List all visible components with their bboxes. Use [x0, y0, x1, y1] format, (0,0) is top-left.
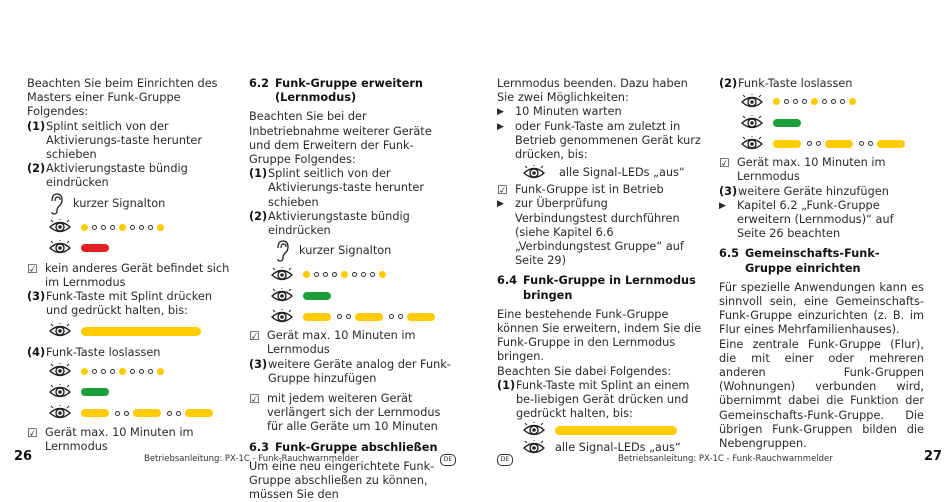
option-1: ▶ Kapitel 6.2 „Funk-Gruppe erweitern (Lernmodus)“ auf Seite 26 beachten: [719, 198, 894, 241]
eye-icon: [49, 405, 71, 421]
eye-icon: [49, 240, 71, 256]
step-2: (2) Aktivierungstaste bündig eindrücken: [27, 162, 188, 190]
signal-row: [249, 238, 454, 264]
yellow-led-long: [555, 426, 677, 435]
led-row: [719, 133, 924, 154]
signal-row: [27, 191, 232, 217]
checkbox-icon: ☑: [27, 261, 38, 276]
led-flash-pattern: [81, 409, 219, 417]
led-row: [27, 361, 232, 382]
option-3: ▶ zur Überprüfung Verbindungstest durchführen (siehe Kapitel 6.6 „Verbindungstest Gruppe“ auf Seite 29): [497, 197, 684, 268]
check-2: ☑ mit jedem weiteren Gerät verlängert sich der Lernmodus für alle Geräte um 10 Minuten: [249, 392, 441, 434]
eye-icon: [49, 384, 71, 400]
led-row: [27, 318, 232, 344]
eye-icon: [271, 288, 293, 304]
section-heading: 6.3 Funk-Gruppe abschließen: [249, 440, 438, 454]
section-heading: 6.4 Funk-Gruppe in Lernmodus bringen: [497, 274, 696, 302]
check-1: ☑ Gerät max. 10 Minuten im Lernmodus: [719, 156, 886, 184]
yellow-led-long: [81, 327, 201, 336]
section-heading: 6.2 Funk-Gruppe erweitern (Lernmodus): [249, 77, 423, 105]
checkbox-icon: ☑: [719, 156, 730, 171]
led-row: [27, 217, 232, 238]
signal-text: kurzer Signalton: [73, 196, 166, 210]
green-led: [303, 292, 331, 300]
ear-icon: [49, 193, 63, 215]
intro-text: Lernmodus beenden. Dazu haben Sie zwei Möglichkeiten:: [497, 77, 688, 105]
column-2: [249, 77, 454, 502]
arrow-icon: ▶: [497, 107, 504, 118]
body-text: Beachten Sie dabei Folgendes:: [497, 364, 672, 378]
leds-off-text: alle Signal-LEDs „aus“: [555, 441, 681, 455]
arrow-icon: ▶: [497, 199, 504, 210]
signal-text: kurzer Signalton: [299, 244, 392, 258]
body-text: Eine bestehende Funk-Gruppe können Sie erweitern, indem Sie die Funk-Gruppe in den Lernmodus bringen.: [497, 307, 702, 364]
intro-text: Beachten Sie bei der Inbetriebnahme weiterer Geräte und dem Erweitern der Funk-Gruppe Folgendes:: [249, 110, 432, 167]
led-blink-pattern: [81, 368, 168, 375]
led-blink-pattern: [773, 98, 860, 105]
page-number-left: 26: [14, 449, 33, 464]
flag-icon: DE: [440, 454, 456, 466]
led-row: [27, 403, 232, 424]
page-number-right: 27: [924, 449, 943, 464]
eye-icon: [271, 309, 293, 325]
led-row: [719, 112, 924, 133]
footer-left: Betriebsanleitung: PX-1C - Funk-Rauchwarnmelder: [144, 454, 359, 464]
check-1: ☑ Gerät max. 10 Minuten im Lernmodus: [249, 329, 416, 357]
step-1: (1) Funk-Taste mit Splint an einem be-liebigen Gerät drücken und gedrückt halten, bis:: [497, 378, 690, 421]
eye-icon: [523, 422, 545, 438]
checkbox-icon: ☑: [249, 329, 260, 344]
check-1: ☑ Funk-Gruppe ist in Betrieb: [497, 183, 664, 198]
leds-off-text: alle Signal-LEDs „aus“: [559, 165, 685, 179]
column-3: [497, 77, 702, 457]
option-2: ▶ oder Funk-Taste am zuletzt in Betrieb genommenen Gerät kurz drücken, bis:: [497, 119, 701, 162]
step-3: (3) weitere Geräte analog der Funk-Gruppe hinzufügen: [249, 357, 451, 385]
step-1: (1) Splint seitlich von der Aktivierungs-taste herunter schieben: [27, 119, 203, 162]
led-flash-pattern: [773, 140, 911, 148]
column-1: [27, 77, 232, 454]
column-4: [719, 77, 924, 451]
check-2: ☑ Gerät max. 10 Minuten im Lernmodus: [27, 425, 194, 453]
red-led: [81, 244, 109, 252]
step-2: (2) Aktivierungstaste bündig eindrücken: [249, 209, 410, 238]
arrow-icon: ▶: [719, 200, 726, 211]
eye-icon: [49, 323, 71, 339]
footer-right: Betriebsanleitung: PX-1C - Funk-Rauchwarnmelder: [618, 454, 833, 464]
eye-icon: [49, 219, 71, 235]
checkbox-icon: ☑: [249, 392, 260, 407]
led-blink-pattern: [303, 271, 390, 278]
step-3: (3) weitere Geräte hinzufügen: [719, 184, 889, 198]
body-text: Um eine neu eingerichtete Funk-Gruppe abschließen zu können, müssen Sie den: [249, 459, 435, 502]
body-text: Für spezielle Anwendungen kann es sinnvoll sein, eine Gemeinschafts-Funk-Gruppe einzurichten (z. B. im Flur eines Mehrfamilienhauses).: [719, 280, 924, 337]
eye-icon: [49, 363, 71, 379]
ear-icon: [275, 240, 289, 262]
option-1: ▶ 10 Minuten warten: [497, 105, 622, 119]
arrow-icon: ▶: [497, 121, 504, 132]
checkbox-icon: ☑: [27, 425, 38, 440]
led-row: [249, 264, 454, 285]
led-row: [27, 382, 232, 403]
step-2: (2) Funk-Taste loslassen: [719, 77, 853, 90]
led-row: [249, 306, 454, 327]
intro-text: Beachten Sie beim Einrichten des Masters einer Funk-Gruppe Folgendes:: [27, 77, 218, 119]
eye-icon: [741, 94, 763, 110]
section-heading: 6.5 Gemeinschafts-Funk-Gruppe einrichten: [719, 247, 880, 275]
eye-icon: [741, 136, 763, 152]
led-row: [719, 91, 924, 112]
step-1: (1) Splint seitlich von der Aktivierungs-taste herunter schieben: [249, 167, 425, 209]
flag-icon: DE: [497, 454, 513, 466]
led-flash-pattern: [303, 313, 441, 321]
eye-icon: [271, 267, 293, 283]
check-1: ☑ kein anderes Gerät befindet sich im Lernmodus: [27, 261, 230, 289]
checkbox-icon: ☑: [497, 183, 508, 198]
eye-icon: [523, 165, 545, 181]
green-led: [81, 388, 109, 396]
eye-icon: [523, 440, 545, 456]
led-row: [497, 421, 702, 439]
body-text: Eine zentrale Funk-Gruppe (Flur), die mit einer oder mehreren anderen Funk-Gruppen (Wohnungen) verbunden wird, übernimmt dabei die Funktion der Gemeinschafts-Funk-Gruppe. Die übrigen Funk-Gruppen bilden die Nebengruppen.: [719, 337, 924, 451]
step-4: (4) Funk-Taste loslassen: [27, 346, 161, 360]
led-blink-pattern: [81, 224, 168, 231]
led-row: [249, 285, 454, 306]
green-led: [773, 119, 801, 127]
led-row: [497, 162, 702, 183]
eye-icon: [741, 115, 763, 131]
step-3: (3) Funk-Taste mit Splint drücken und gedrückt halten, bis:: [27, 290, 212, 318]
led-row: [27, 238, 232, 259]
